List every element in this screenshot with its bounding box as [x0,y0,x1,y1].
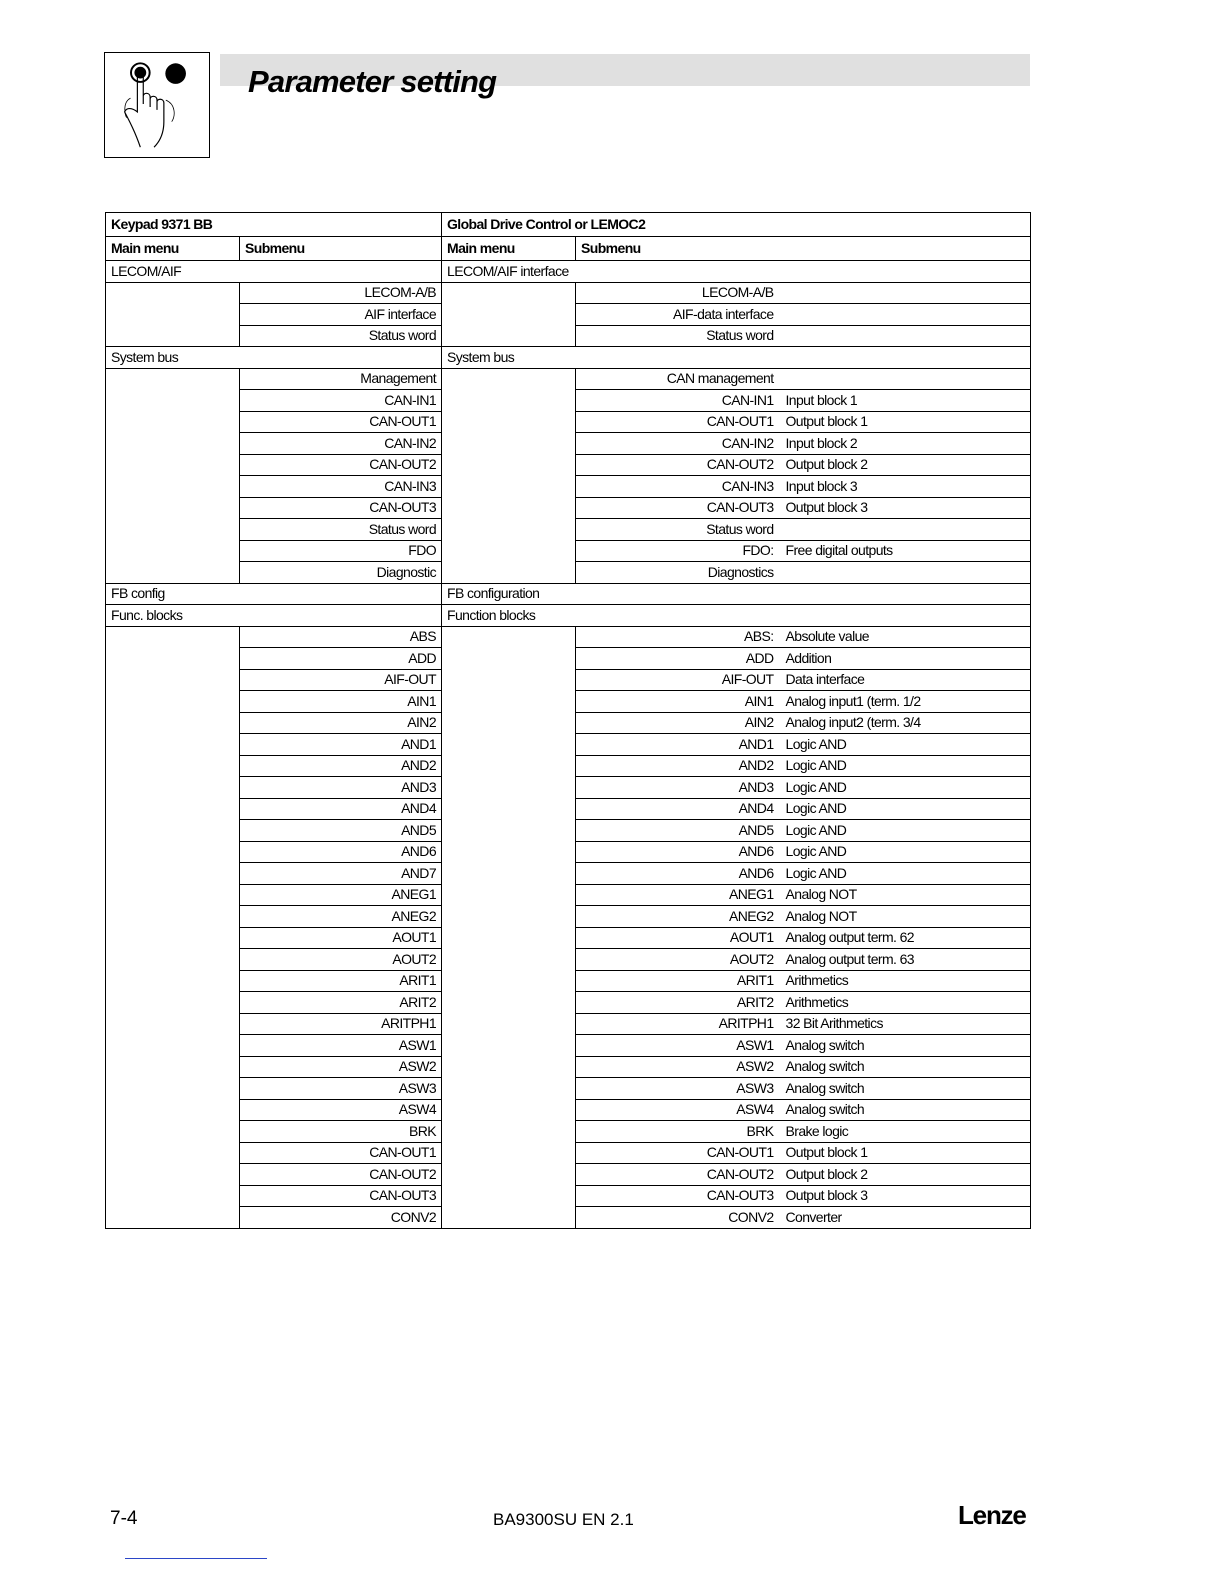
right-submenu-cell: ARITPH1 [576,1013,778,1035]
description-cell: Brake logic [778,1121,1031,1143]
right-submenu-cell: CONV2 [576,1207,778,1229]
left-main-spacer [106,648,240,670]
left-submenu-cell: ASW3 [240,1078,442,1100]
description-cell: Arithmetics [778,970,1031,992]
left-submenu-cell: AIF-OUT [240,669,442,691]
right-main-spacer [442,540,576,562]
description-cell: Analog output term. 62 [778,927,1031,949]
description-cell: Input block 3 [778,476,1031,498]
left-main-spacer [106,1164,240,1186]
left-submenu-cell: CAN-IN1 [240,390,442,412]
right-submenu-cell: AOUT2 [576,949,778,971]
description-cell [778,304,1031,326]
right-submenu-cell: ASW2 [576,1056,778,1078]
right-main-spacer [442,669,576,691]
left-submenu-cell: ANEG2 [240,906,442,928]
table-row [106,734,1031,756]
table-row [106,841,1031,863]
left-main-spacer [106,1078,240,1100]
table-row [106,669,1031,691]
table-row [106,884,1031,906]
description-cell: Input block 2 [778,433,1031,455]
description-cell: Logic AND [778,755,1031,777]
description-cell: Output block 3 [778,1185,1031,1207]
description-cell: Analog NOT [778,906,1031,928]
right-main-menu: System bus [442,347,1031,369]
right-main-spacer [442,433,576,455]
left-submenu-cell: CAN-OUT2 [240,1164,442,1186]
right-main-spacer [442,863,576,885]
left-main-spacer [106,798,240,820]
right-main-spacer [442,927,576,949]
left-main-spacer [106,712,240,734]
right-main-spacer [442,1013,576,1035]
brand-logo: Lenze [958,1500,1026,1530]
left-submenu-cell: CONV2 [240,1207,442,1229]
right-submenu-cell: CAN-OUT2 [576,1164,778,1186]
table-row [106,1121,1031,1143]
left-main-spacer [106,863,240,885]
right-main-spacer [442,390,576,412]
table-row [106,454,1031,476]
right-main-spacer [442,992,576,1014]
left-main-spacer [106,755,240,777]
description-cell: 32 Bit Arithmetics [778,1013,1031,1035]
section-row [106,261,1031,283]
right-main-spacer [442,626,576,648]
right-submenu-cell: AIF-OUT [576,669,778,691]
right-main-spacer [442,884,576,906]
table-row [106,433,1031,455]
right-submenu-cell: CAN-OUT2 [576,454,778,476]
left-submenu-cell: AIN2 [240,712,442,734]
right-submenu-cell: AND6 [576,841,778,863]
table-row [106,1099,1031,1121]
right-submenu-cell: AND3 [576,777,778,799]
left-submenu-cell: ASW2 [240,1056,442,1078]
left-submenu-cell: AND5 [240,820,442,842]
table-row [106,1035,1031,1057]
right-main-spacer [442,1056,576,1078]
table-row [106,755,1031,777]
description-cell: Output block 2 [778,1164,1031,1186]
description-cell: Output block 1 [778,1142,1031,1164]
table-row [106,540,1031,562]
right-submenu-cell: Status word [576,519,778,541]
description-cell: Output block 2 [778,454,1031,476]
description-cell: Output block 1 [778,411,1031,433]
document-id: BA9300SU EN 2.1 [493,1510,634,1529]
right-main-spacer [442,1035,576,1057]
right-submenu-cell: AND4 [576,798,778,820]
left-main-spacer [106,691,240,713]
right-main-spacer [442,476,576,498]
description-cell: Analog input1 (term. 1/2 [778,691,1031,713]
left-main-spacer [106,1121,240,1143]
description-cell: Analog NOT [778,884,1031,906]
right-main-spacer [442,519,576,541]
right-submenu-cell: CAN-IN2 [576,433,778,455]
table-row [106,1013,1031,1035]
table-row [106,1078,1031,1100]
page-number: 7-4 [110,1508,138,1529]
left-submenu-cell: AND1 [240,734,442,756]
parameter-table-body [106,213,1031,1229]
left-submenu-cell: CAN-OUT2 [240,454,442,476]
right-submenu-cell: CAN-OUT1 [576,411,778,433]
right-main-spacer [442,970,576,992]
right-submenu-cell: FDO: [576,540,778,562]
right-main-spacer [442,1207,576,1229]
left-submenu-cell: CAN-OUT1 [240,411,442,433]
right-main-spacer [442,798,576,820]
right-submenu-cell: CAN-IN3 [576,476,778,498]
left-main-spacer [106,1013,240,1035]
submenu-right-header: Submenu [576,237,1031,261]
description-cell: Addition [778,648,1031,670]
table-row [106,970,1031,992]
right-main-spacer [442,906,576,928]
left-main-menu: LECOM/AIF [106,261,442,283]
left-submenu-cell: CAN-OUT3 [240,497,442,519]
description-cell: Free digital outputs [778,540,1031,562]
description-cell: Logic AND [778,863,1031,885]
table-row [106,712,1031,734]
description-cell: Arithmetics [778,992,1031,1014]
footer-link-line [125,1558,267,1559]
description-cell: Converter [778,1207,1031,1229]
left-main-spacer [106,820,240,842]
left-main-spacer [106,1185,240,1207]
table-row [106,863,1031,885]
table-row [106,1207,1031,1229]
table-row [106,949,1031,971]
description-cell: Absolute value [778,626,1031,648]
right-submenu-cell: Diagnostics [576,562,778,584]
left-submenu-cell: AND4 [240,798,442,820]
left-submenu-cell: ARIT1 [240,970,442,992]
left-submenu-cell: Diagnostic [240,562,442,584]
right-main-spacer [442,691,576,713]
right-main-spacer [442,497,576,519]
hand-keypad-icon [104,52,210,158]
table-row [106,497,1031,519]
left-main-spacer [106,949,240,971]
left-main-spacer [106,970,240,992]
right-submenu-cell: ANEG2 [576,906,778,928]
right-main-spacer [442,648,576,670]
right-main-menu: Function blocks [442,605,1031,627]
right-main-spacer [442,1185,576,1207]
left-main-spacer [106,282,240,304]
description-cell: Logic AND [778,734,1031,756]
left-submenu-cell: BRK [240,1121,442,1143]
hand-pressing-button-icon [105,53,209,157]
left-submenu-cell: AND2 [240,755,442,777]
left-main-menu: Func. blocks [106,605,442,627]
description-cell: Logic AND [778,777,1031,799]
description-cell [778,562,1031,584]
left-submenu-cell: AOUT2 [240,949,442,971]
right-submenu-cell: BRK [576,1121,778,1143]
left-main-menu: FB config [106,583,442,605]
right-main-spacer [442,1164,576,1186]
left-main-spacer [106,1035,240,1057]
section-row [106,583,1031,605]
parameter-table [105,212,1031,1229]
right-main-spacer [442,1121,576,1143]
table-row [106,992,1031,1014]
page-title: Parameter setting [248,64,497,99]
left-main-spacer [106,1099,240,1121]
table-row [106,304,1031,326]
left-main-spacer [106,777,240,799]
right-submenu-cell: ASW1 [576,1035,778,1057]
left-submenu-cell: ANEG1 [240,884,442,906]
left-submenu-cell: ADD [240,648,442,670]
table-row [106,820,1031,842]
right-main-spacer [442,1099,576,1121]
right-submenu-cell: CAN-OUT3 [576,1185,778,1207]
section-row [106,605,1031,627]
table-row [106,1164,1031,1186]
left-main-spacer [106,841,240,863]
right-submenu-cell: AND5 [576,820,778,842]
table-row [106,1056,1031,1078]
left-main-spacer [106,1056,240,1078]
left-main-spacer [106,304,240,326]
left-submenu-cell: CAN-IN3 [240,476,442,498]
submenu-left-header: Submenu [240,237,442,261]
table-row [106,368,1031,390]
left-main-spacer [106,476,240,498]
right-submenu-cell: ASW3 [576,1078,778,1100]
right-main-menu: FB configuration [442,583,1031,605]
left-submenu-cell: AND3 [240,777,442,799]
table-row [106,411,1031,433]
section-row [106,347,1031,369]
description-cell: Analog switch [778,1078,1031,1100]
left-main-spacer [106,927,240,949]
left-submenu-cell: AIF interface [240,304,442,326]
description-cell: Output block 3 [778,497,1031,519]
left-submenu-cell: AND6 [240,841,442,863]
right-main-spacer [442,949,576,971]
right-submenu-cell: AND6 [576,863,778,885]
left-submenu-cell: Status word [240,325,442,347]
left-main-spacer [106,390,240,412]
right-submenu-cell: ARIT2 [576,992,778,1014]
right-main-menu: LECOM/AIF interface [442,261,1031,283]
left-main-spacer [106,433,240,455]
right-submenu-cell: Status word [576,325,778,347]
gdc-header: Global Drive Control or LEMOC2 [442,213,1031,237]
right-main-spacer [442,712,576,734]
right-main-spacer [442,841,576,863]
right-submenu-cell: ANEG1 [576,884,778,906]
right-submenu-cell: ASW4 [576,1099,778,1121]
description-cell: Input block 1 [778,390,1031,412]
right-submenu-cell: AIN1 [576,691,778,713]
right-main-spacer [442,755,576,777]
left-main-spacer [106,734,240,756]
left-main-spacer [106,325,240,347]
right-submenu-cell: AOUT1 [576,927,778,949]
description-cell [778,282,1031,304]
left-submenu-cell: CAN-OUT3 [240,1185,442,1207]
right-submenu-cell: ADD [576,648,778,670]
table-row [106,648,1031,670]
left-submenu-cell: CAN-OUT1 [240,1142,442,1164]
left-submenu-cell: AIN1 [240,691,442,713]
main-menu-right-header: Main menu [442,237,576,261]
left-main-spacer [106,411,240,433]
right-submenu-cell: ABS: [576,626,778,648]
right-main-spacer [442,820,576,842]
table-row [106,777,1031,799]
table-row [106,927,1031,949]
left-submenu-cell: ARIT2 [240,992,442,1014]
right-main-spacer [442,734,576,756]
left-submenu-cell: ABS [240,626,442,648]
left-submenu-cell: AOUT1 [240,927,442,949]
description-cell: Analog switch [778,1035,1031,1057]
left-main-spacer [106,884,240,906]
right-submenu-cell: AIN2 [576,712,778,734]
table-row [106,325,1031,347]
description-cell [778,325,1031,347]
left-main-menu: System bus [106,347,442,369]
table-header-row [106,213,1031,237]
right-submenu-cell: CAN management [576,368,778,390]
table-row [106,476,1031,498]
left-main-spacer [106,540,240,562]
right-main-spacer [442,304,576,326]
left-submenu-cell: ARITPH1 [240,1013,442,1035]
table-row [106,1142,1031,1164]
table-row [106,282,1031,304]
table-row [106,1185,1031,1207]
right-main-spacer [442,325,576,347]
table-row [106,798,1031,820]
left-submenu-cell: Status word [240,519,442,541]
right-main-spacer [442,1078,576,1100]
left-main-spacer [106,906,240,928]
left-main-spacer [106,497,240,519]
table-row [106,626,1031,648]
right-submenu-cell: CAN-IN1 [576,390,778,412]
left-main-spacer [106,669,240,691]
description-cell: Logic AND [778,841,1031,863]
right-submenu-cell: AND1 [576,734,778,756]
right-main-spacer [442,1142,576,1164]
left-main-spacer [106,1207,240,1229]
description-cell: Analog switch [778,1099,1031,1121]
left-main-spacer [106,368,240,390]
table-row [106,691,1031,713]
table-row [106,906,1031,928]
left-main-spacer [106,562,240,584]
right-submenu-cell: LECOM-A/B [576,282,778,304]
right-main-spacer [442,454,576,476]
description-cell: Logic AND [778,798,1031,820]
right-main-spacer [442,411,576,433]
description-cell: Analog switch [778,1056,1031,1078]
description-cell: Logic AND [778,820,1031,842]
right-main-spacer [442,282,576,304]
right-main-spacer [442,562,576,584]
right-submenu-cell: AND2 [576,755,778,777]
main-menu-left-header: Main menu [106,237,240,261]
left-submenu-cell: CAN-IN2 [240,433,442,455]
description-cell [778,519,1031,541]
left-submenu-cell: LECOM-A/B [240,282,442,304]
left-main-spacer [106,992,240,1014]
description-cell [778,368,1031,390]
right-main-spacer [442,368,576,390]
left-submenu-cell: ASW4 [240,1099,442,1121]
description-cell: Analog input2 (term. 3/4 [778,712,1031,734]
right-submenu-cell: ARIT1 [576,970,778,992]
left-main-spacer [106,626,240,648]
left-submenu-cell: AND7 [240,863,442,885]
left-main-spacer [106,519,240,541]
description-cell: Data interface [778,669,1031,691]
right-submenu-cell: CAN-OUT3 [576,497,778,519]
left-submenu-cell: ASW1 [240,1035,442,1057]
right-submenu-cell: AIF-data interface [576,304,778,326]
description-cell: Analog output term. 63 [778,949,1031,971]
keypad-header: Keypad 9371 BB [106,213,442,237]
table-row [106,562,1031,584]
right-main-spacer [442,777,576,799]
table-subheader-row [106,237,1031,261]
left-main-spacer [106,1142,240,1164]
left-submenu-cell: FDO [240,540,442,562]
table-row [106,390,1031,412]
left-main-spacer [106,454,240,476]
left-submenu-cell: Management [240,368,442,390]
table-row [106,519,1031,541]
right-submenu-cell: CAN-OUT1 [576,1142,778,1164]
